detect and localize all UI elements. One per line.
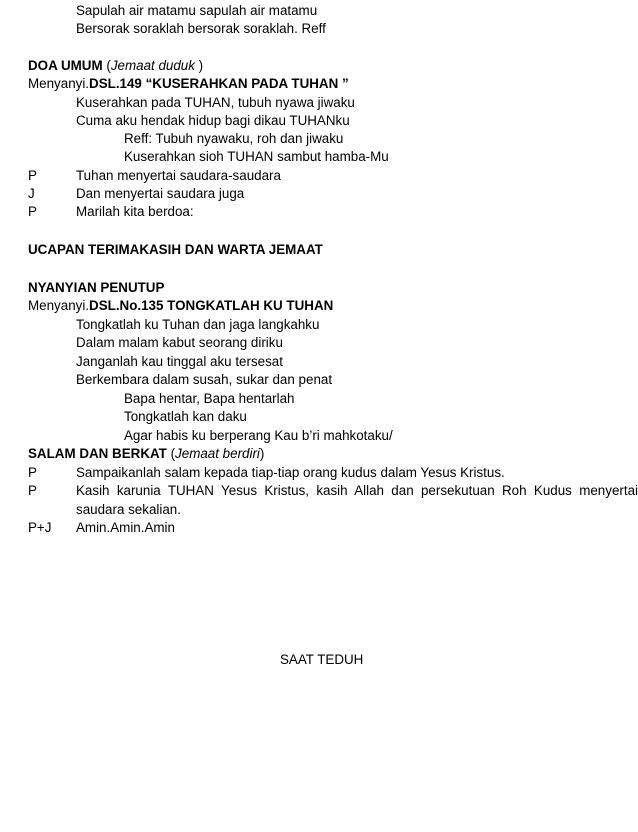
- verse-line: Berkembara dalam susah, sukar dan penat: [76, 372, 333, 387]
- song-title: DSL.149 “KUSERAHKAN PADA TUHAN ”: [89, 76, 349, 91]
- salam-heading: [28, 445, 264, 463]
- song-prefix: Menyanyi.: [28, 298, 90, 313]
- verse-line: Dalam malam kabut seorang diriku: [76, 335, 283, 350]
- saat-teduh-label: SAAT TEDUH: [280, 652, 364, 667]
- verse-line: Janganlah kau tinggal aku tersesat: [76, 354, 283, 369]
- response-text: Sampaikanlah salam kepada tiap-tiap orang kudus dalam Yesus Kristus.: [76, 465, 505, 480]
- role-label: P: [28, 204, 37, 219]
- reff-line: Tongkatlah kan daku: [124, 409, 247, 424]
- reff-line: Agar habis ku berperang Kau b’ri mahkotaku/: [124, 428, 393, 443]
- verse-line: Tongkatlah ku Tuhan dan jaga langkahku: [76, 317, 320, 332]
- song-prefix: Menyanyi.: [28, 76, 90, 91]
- response-text: Amin.Amin.Amin: [76, 520, 175, 535]
- paren: ): [259, 446, 265, 461]
- verse-line: Cuma aku hendak hidup bagi dikau TUHANku: [76, 113, 350, 128]
- role-label: J: [28, 186, 35, 201]
- role-label: P: [28, 483, 37, 498]
- section-title: DOA UMUM: [28, 58, 103, 73]
- section-note: Jemaat berdiri: [175, 446, 260, 461]
- song-reference: [28, 297, 333, 315]
- response-text: Marilah kita berdoa:: [76, 204, 194, 219]
- paren: (: [166, 446, 176, 461]
- intro-line: Bersorak soraklah bersorak soraklah. Reff: [76, 21, 326, 36]
- reff-line: Kuserahkan sioh TUHAN sambut hamba-Mu: [124, 149, 389, 164]
- song-title: DSL.No.135 TONGKATLAH KU TUHAN: [89, 298, 334, 313]
- response-text: Kasih karunia TUHAN Yesus Kristus, kasih Allah dan persekutuan Roh Kudus menyertai: [76, 483, 638, 498]
- song-reference: [28, 75, 349, 93]
- role-label: P: [28, 168, 37, 183]
- section-title: SALAM DAN BERKAT: [28, 446, 167, 461]
- paren: (: [102, 58, 111, 73]
- intro-line: Sapulah air matamu sapulah air matamu: [76, 3, 318, 18]
- penutup-heading: NYANYIAN PENUTUP: [28, 280, 165, 295]
- response-text: saudara sekalian.: [76, 502, 181, 517]
- role-label: P+J: [28, 520, 52, 535]
- response-text: Tuhan menyertai saudara-saudara: [76, 168, 281, 183]
- doa-umum-heading: [28, 57, 203, 75]
- section-note: Jemaat duduk: [110, 58, 195, 73]
- response-text: Dan menyertai saudara juga: [76, 186, 245, 201]
- verse-line: Kuserahkan pada TUHAN, tubuh nyawa jiwaku: [76, 95, 355, 110]
- reff-line: Bapa hentar, Bapa hentarlah: [124, 391, 295, 406]
- ucapan-heading: UCAPAN TERIMAKASIH DAN WARTA JEMAAT: [28, 242, 323, 257]
- reff-line: Reff: Tubuh nyawaku, roh dan jiwaku: [124, 131, 344, 146]
- paren: ): [194, 58, 204, 73]
- role-label: P: [28, 465, 37, 480]
